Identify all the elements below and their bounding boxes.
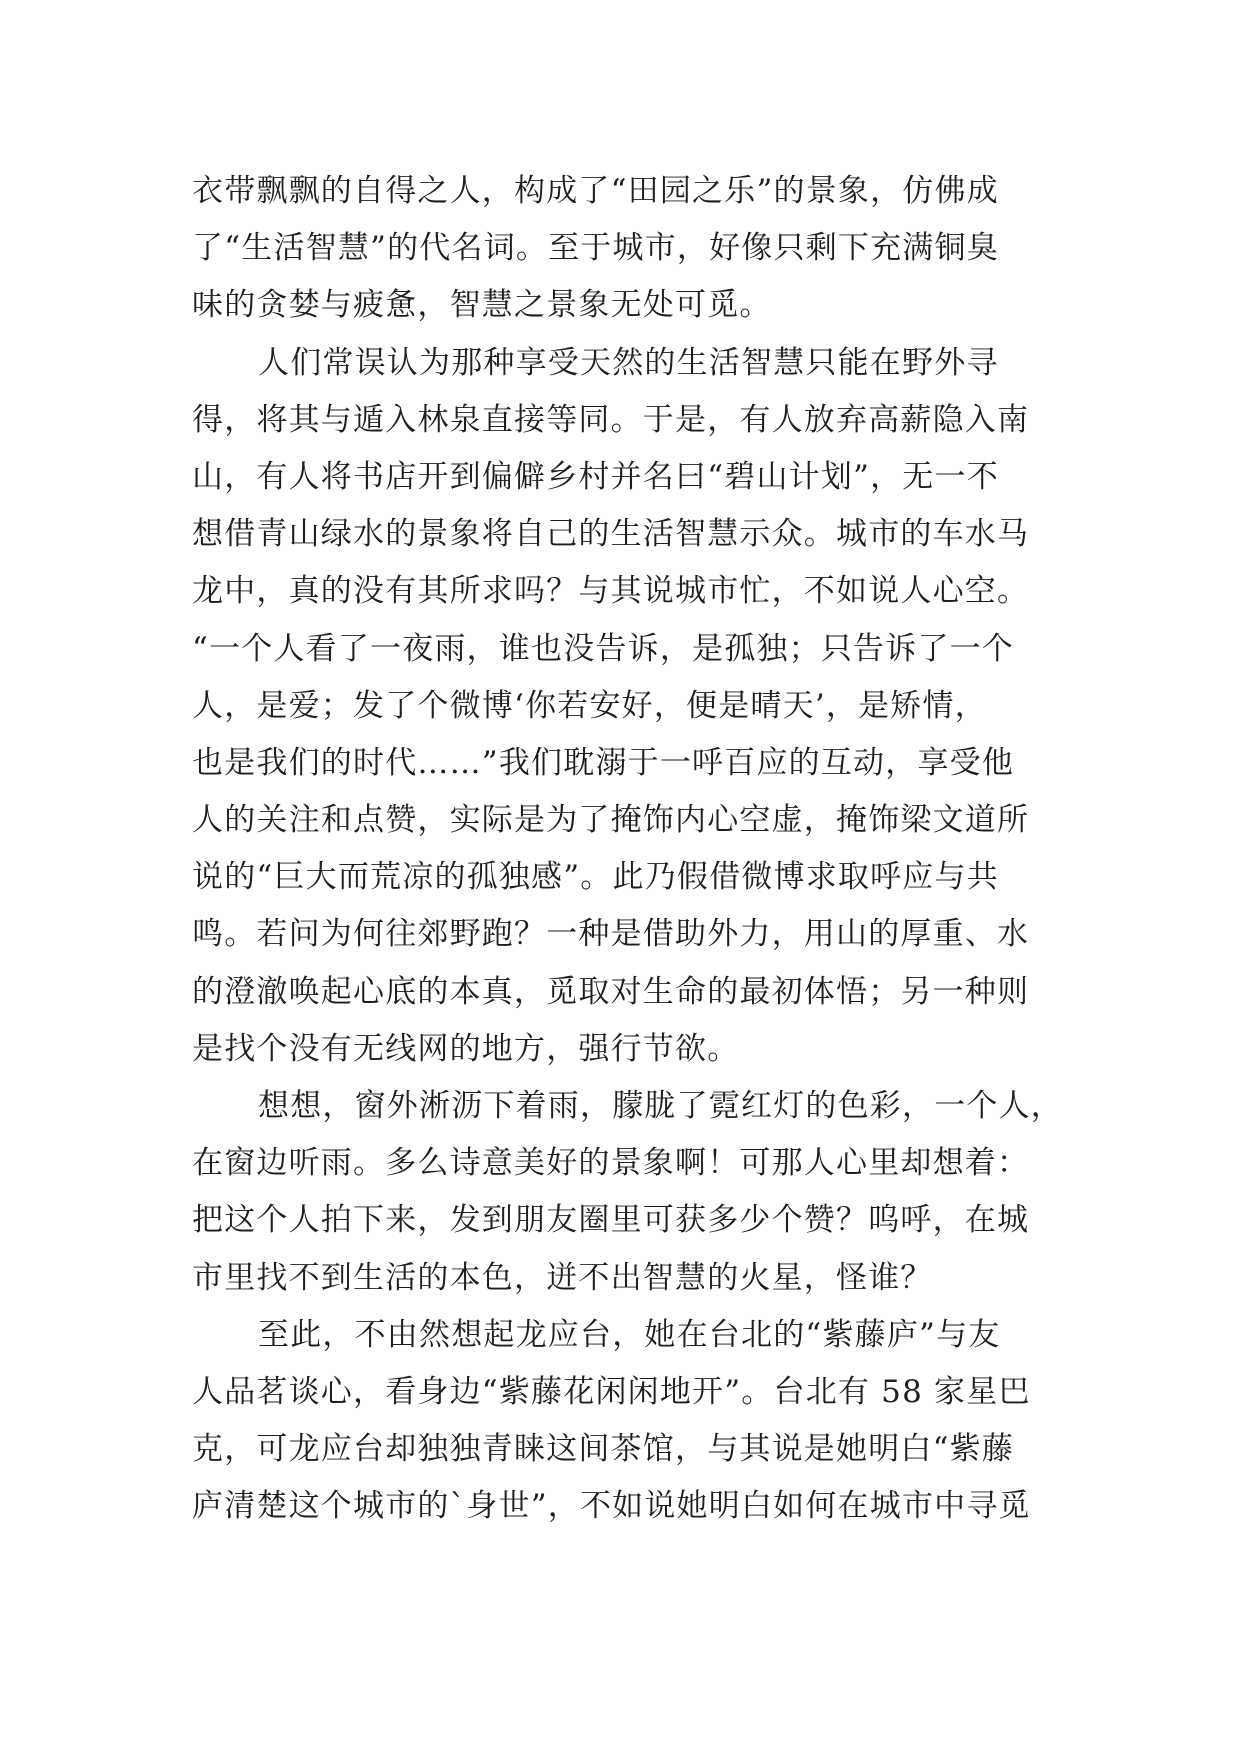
text-line: 至此，不由然想起龙应台，她在台北的“紫藤庐”与友 [258,1316,1001,1353]
text-line: 的澄澈唤起心底的本真，觅取对生命的最初体悟；另一种则 [192,973,1030,1010]
text-line: 说的“巨大而荒凉的孤独感”。此乃假借微博求取呼应与共 [192,859,999,896]
text-line: 想借青山绿水的景象将自己的生活智慧示众。城市的车水马 [192,516,1030,553]
text-line: 衣带飘飘的自得之人，构成了“田园之乐”的景象，仿佛成 [192,173,999,209]
text-line: 庐清楚这个城市的`身世”，不如说她明白如何在城市中寻觅 [192,1488,1031,1525]
text-line: 人们常误认为那种享受天然的生活智慧只能在野外寻 [258,344,999,381]
text-line: 市里找不到生活的本色，迸不出智慧的火星，怪谁？ [192,1259,933,1296]
text-line: 人品茗谈心，看身边“紫藤花闲闲地开”。台北有 58 家星巴 [192,1373,1031,1410]
text-line: 克，可龙应台却独独青睐这间茶馆，与其说是她明白“紫藤 [192,1431,1015,1468]
text-line: 人，是爱；发了个微博‘你若安好，便是晴天’，是矫情， [192,687,987,724]
text-line: 龙中，真的没有其所求吗？与其说城市忙，不如说人心空。 [192,573,1030,610]
text-line: 想想，窗外淅沥下着雨，朦胧了霓红灯的色彩，一个人， [258,1088,1063,1124]
text-line: 也是我们的时代……”我们耽溺于一呼百应的互动，享受他 [192,744,1015,781]
text-line: 鸣。若问为何往郊野跑？一种是借助外力，用山的厚重、水 [192,916,1030,953]
text-line: 了“生活智慧”的代名词。至于城市，好像只剩下充满铜臭 [192,230,999,267]
text-line: 山，有人将书店开到偏僻乡村并名曰“碧山计划”，无一不 [192,458,999,495]
text-line: 味的贪婪与疲惫，智慧之景象无处可觅。 [192,287,772,324]
text-line: 得，将其与遁入林泉直接等同。于是，有人放弃高薪隐入南 [192,401,1030,438]
text-line: 人的关注和点赞，实际是为了掩饰内心空虚，掩饰梁文道所 [192,802,1030,839]
text-line: “一个人看了一夜雨，谁也没告诉，是孤独；只告诉了一个 [192,630,1015,667]
text-line: 在窗边听雨。多么诗意美好的景象啊！可那人心里却想着： [192,1145,1030,1182]
text-line: 把这个人拍下来，发到朋友圈里可获多少个赞？呜呼，在城 [192,1202,1030,1239]
body-text [192,163,1072,1536]
text-line: 是找个没有无线网的地方，强行节欲。 [192,1030,740,1067]
